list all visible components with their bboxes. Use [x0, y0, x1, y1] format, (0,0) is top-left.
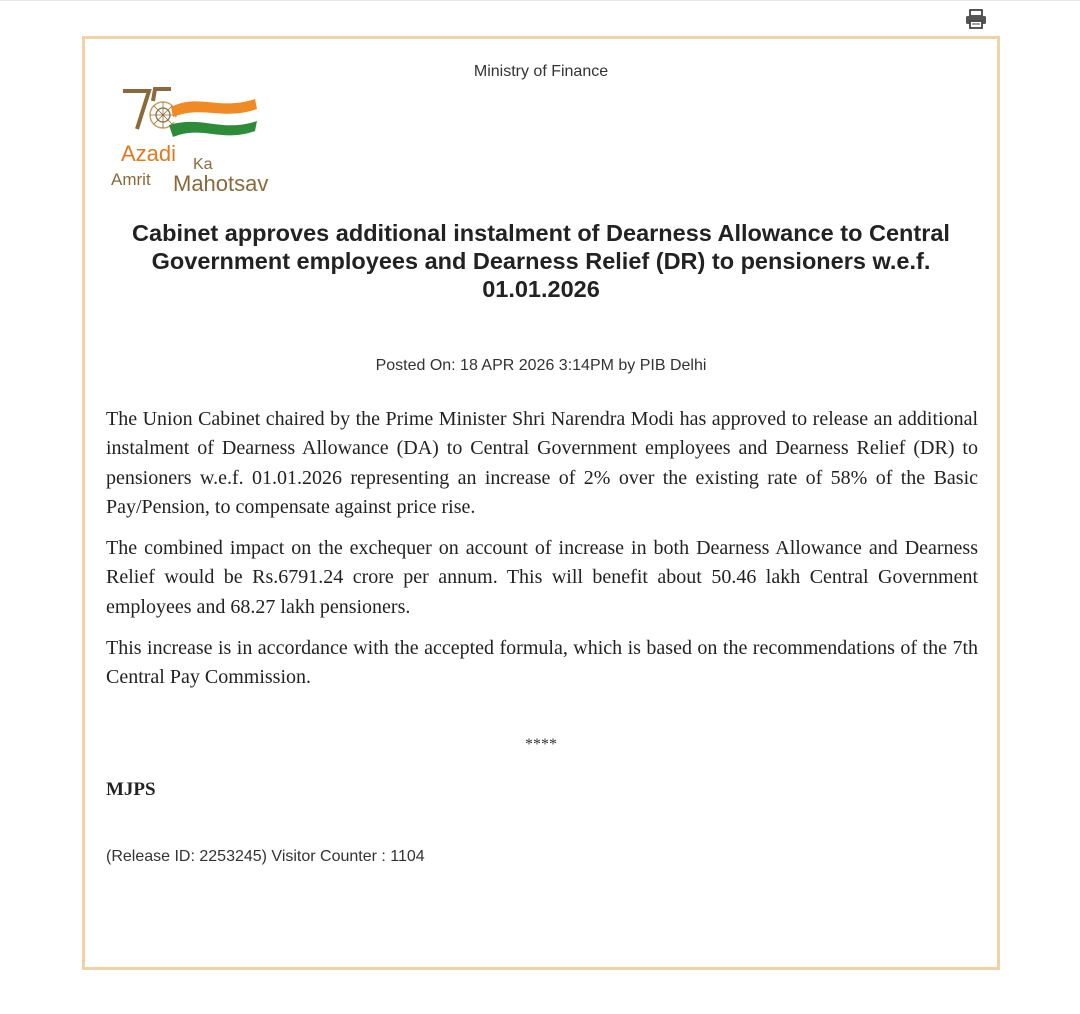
release-body — [106, 405, 978, 705]
logo-text-mahotsav: Mahotsav — [173, 171, 269, 193]
signature: MJPS — [106, 779, 156, 800]
separator: **** — [525, 736, 557, 753]
ministry-name: Ministry of Finance — [473, 63, 609, 80]
logo-text-azadi: Azadi — [121, 141, 177, 166]
paragraph: This increase is in accordance with the accepted formula, which is based on the recommendations of the 7th Central Pay Commission. — [106, 637, 978, 689]
posted-on: Posted On: 18 APR 2026 3:14PM by PIB Delhi — [375, 357, 707, 374]
release-title: Cabinet approves additional instalment of Dearness Allowance to Central Government employees and Dearness Relief (DR) to pensioners w.e.f. 01.01.2026 — [132, 220, 950, 302]
logo-text-ka: Ka — [193, 156, 213, 173]
press-release-frame — [82, 36, 1000, 970]
paragraph: The combined impact on the exchequer on account of increase in both Dearness Allowance and Dearness Relief would be Rs.6791.24 crore per annum. This will benefit about 50.46 lakh Central Government employees and 68.27 lakh pensioners. — [106, 537, 978, 618]
paragraph: The Union Cabinet chaired by the Prime Minister Shri Narendra Modi has approved to release an additional instalment of Dearness Allowance (DA) to Central Government employees and Dearness Relief (DR) to pensioners w.e.f. 01.01.2026 representing an increase of 2% over the existing rate of 58% of the Basic Pay/Pension, to compensate against price rise. — [106, 408, 978, 518]
release-id: (Release ID: 2253245) Visitor Counter : 1104 — [106, 848, 425, 865]
logo-text-amrit: Amrit — [111, 170, 151, 189]
azadi-ka-amrit-mahotsav-logo — [109, 85, 294, 193]
top-divider — [0, 0, 1080, 5]
printer-icon[interactable] — [964, 8, 988, 30]
